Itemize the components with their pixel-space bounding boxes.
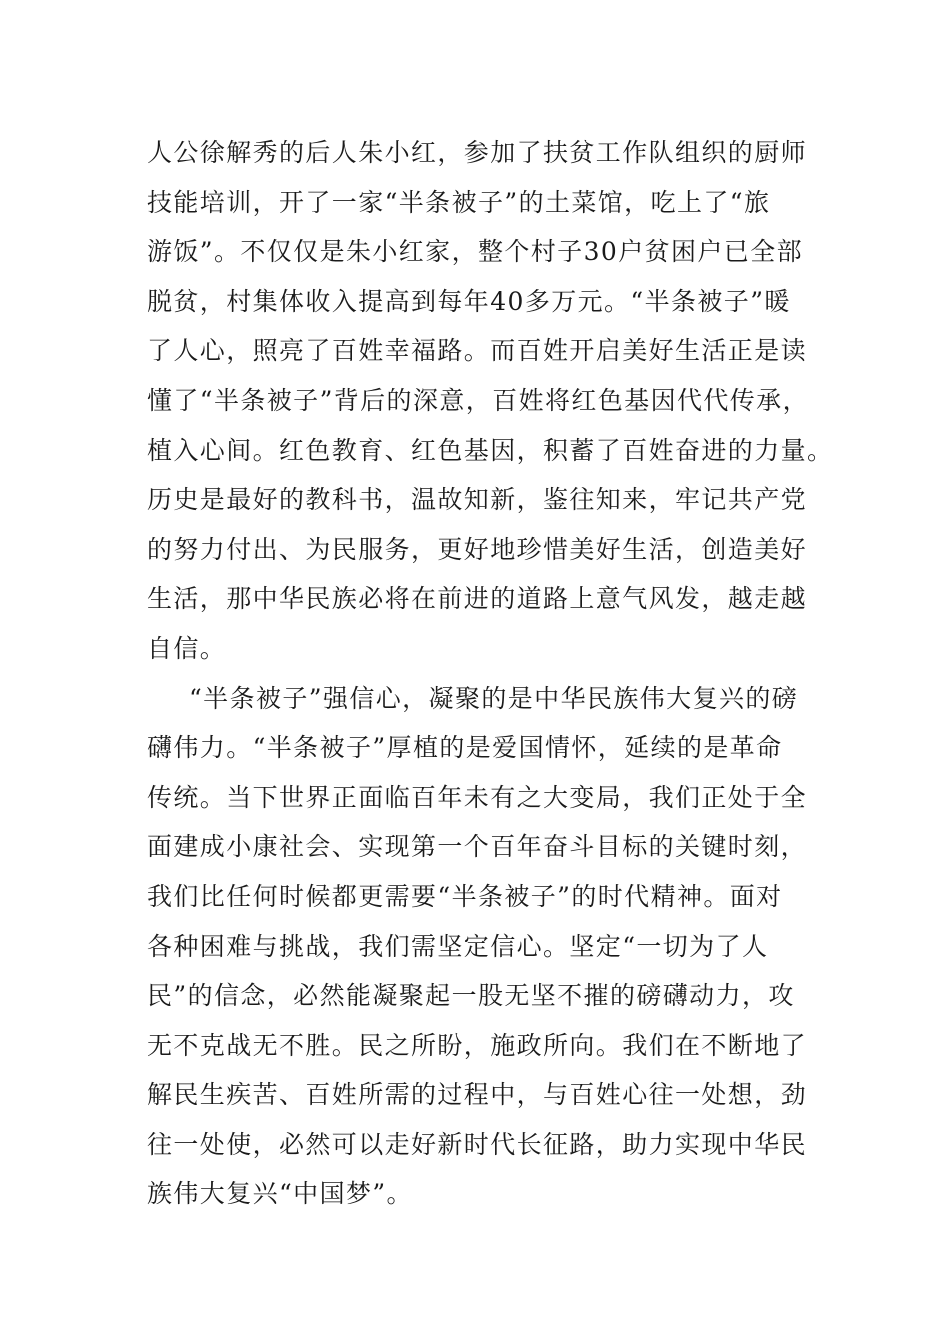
text-line: 我们比任何时候都更需要“半条被子”的时代精神。面对 (147, 881, 783, 911)
text-line: 了人心，照亮了百姓幸福路。而百姓开启美好生活正是读 (147, 336, 808, 366)
text-line: 解民生疾苦、百姓所需的过程中，与百姓心往一处想，劲 (147, 1080, 808, 1110)
text-line: 植入心间。红色教育、红色基因，积蓄了百姓奋进的力量。 (147, 435, 834, 465)
text-line: 人公徐解秀的后人朱小红，参加了扶贫工作队组织的厨师 (147, 138, 808, 167)
paragraph-start-line: “半条被子”强信心，凝聚的是中华民族伟大复兴的磅 (189, 683, 799, 713)
text-line: 往一处使，必然可以走好新时代长征路，助力实现中华民 (147, 1129, 808, 1159)
text-line: 面建成小康社会、实现第一个百年奋斗目标的关键时刻， (147, 832, 808, 862)
text-line: 无不克战无不胜。民之所盼，施政所向。我们在不断地了 (147, 1030, 808, 1060)
text-line: 的努力付出、为民服务，更好地珍惜美好生活，创造美好 (147, 534, 808, 564)
text-line: 自信。 (147, 633, 227, 663)
text-line: 民”的信念，必然能凝聚起一股无坚不摧的磅礴动力，攻 (147, 981, 795, 1011)
article-body (147, 128, 834, 1219)
text-line: 族伟大复兴“中国梦”。 (147, 1179, 413, 1209)
text-line: 生活，那中华民族必将在前进的道路上意气风发，越走越 (147, 584, 808, 614)
text-line: 技能培训，开了一家“半条被子”的土菜馆，吃上了“旅 (147, 187, 771, 217)
text-line: 脱贫，村集体收入提高到每年40多万元。“半条被子”暖 (147, 286, 791, 316)
text-line: 礴伟力。“半条被子”厚植的是爱国情怀，延续的是革命 (147, 733, 783, 763)
text-line: 懂了“半条被子”背后的深意，百姓将红色基因代代传承， (147, 385, 809, 415)
text-line: 历史是最好的教科书，温故知新，鉴往知来，牢记共产党 (147, 485, 808, 515)
text-line: 各种困难与挑战，我们需坚定信心。坚定“一切为了人 (147, 931, 769, 961)
text-line: 传统。当下世界正面临百年未有之大变局，我们正处于全 (147, 782, 808, 812)
text-line: 游饭”。不仅仅是朱小红家，整个村子30户贫困户已全部 (147, 237, 803, 267)
